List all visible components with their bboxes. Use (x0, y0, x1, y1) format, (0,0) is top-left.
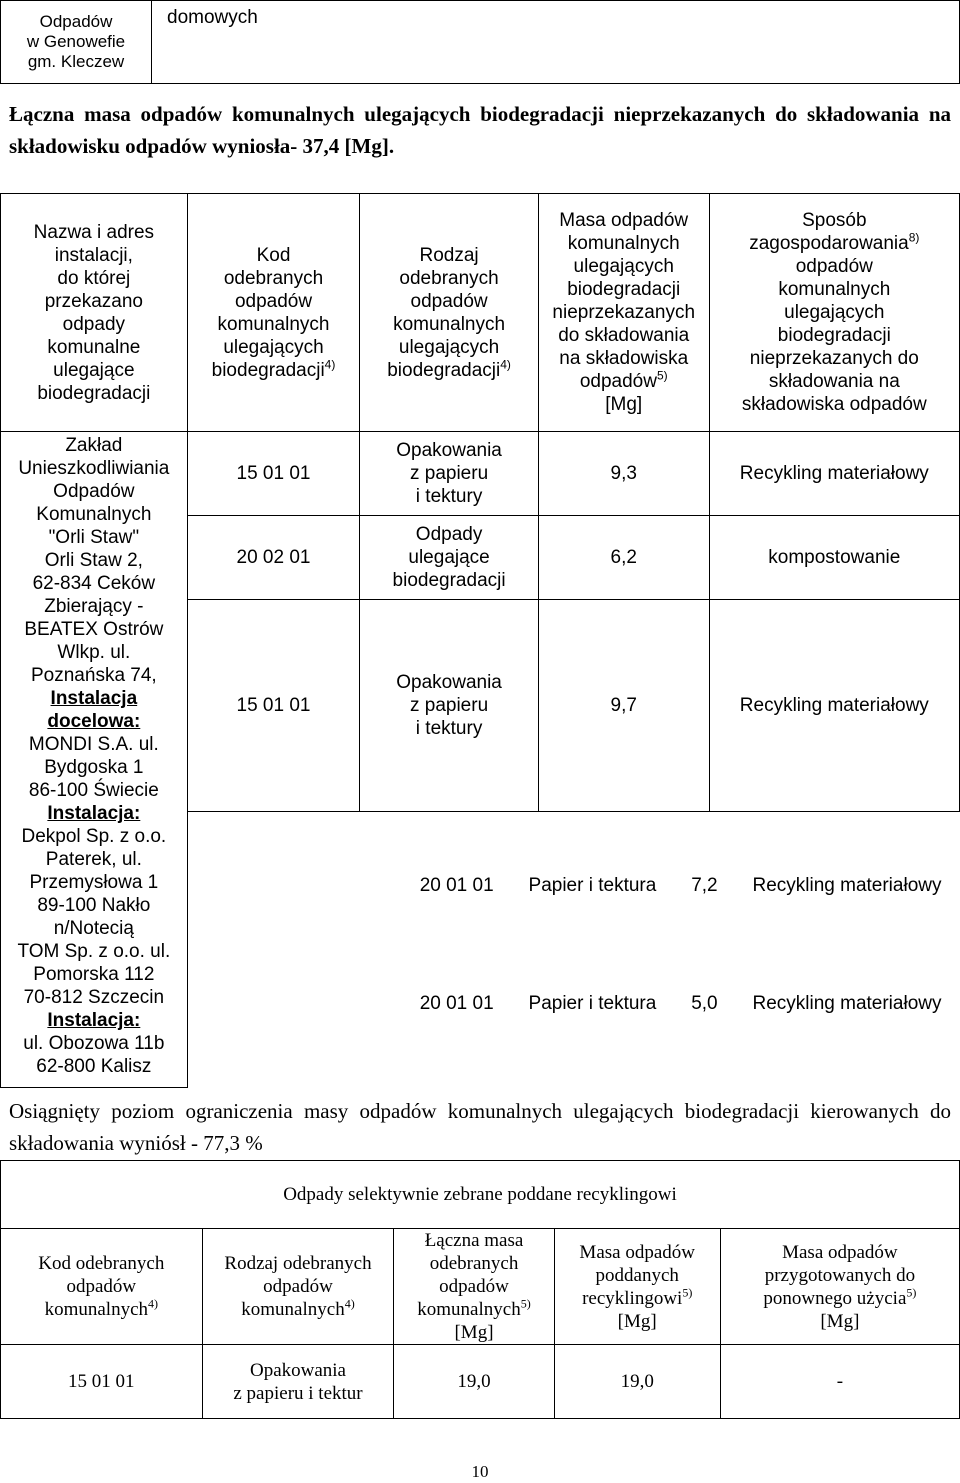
text-line: odebranych (429, 1253, 519, 1274)
footnote-ref: 5) (520, 1296, 531, 1311)
row3-sposob: Recykling materiałowy (709, 600, 959, 812)
text-line: komunalnych$^{4)}$ (44, 1296, 159, 1320)
text-line: biodegradacji (777, 325, 891, 346)
row2-kod: 20 02 01 (187, 516, 360, 600)
row5-kod: 20 01 01 (419, 993, 494, 1014)
text-line: MONDI S.A. ul. (28, 734, 159, 755)
main-table (0, 193, 960, 1088)
text-line: Masa odpadów (559, 210, 689, 231)
text-line: Zakład (65, 435, 123, 456)
text-line: Komunalnych (36, 504, 152, 525)
text-line: Opakowania (396, 440, 502, 461)
page-number: 10 (471, 1462, 489, 1481)
text-line: Rodzaj (419, 244, 479, 266)
row1-rodzaj (360, 432, 539, 516)
text-line: 86-100 Świecie (28, 780, 159, 801)
text-line: biodegradacji (37, 382, 151, 404)
text-line: odpady (62, 313, 126, 335)
text-line: 70-812 Szczecin (23, 987, 165, 1008)
text-line: Poznańska 74, (31, 665, 157, 686)
level-text: Osiągnięty poziom ograniczenia masy odpadów komunalnych ulegających biodegradacji kierowanych do składowania wyniósł - 77,3 % (9, 1099, 951, 1155)
row5-masa: 5,0 (691, 993, 718, 1014)
text-line: biodegradacji$^{4)}$ (387, 357, 511, 381)
text-line: ulegające (53, 359, 135, 381)
footnote-ref: 8) (908, 230, 920, 245)
footnote-ref: 4) (344, 1296, 355, 1311)
top-table-col1: Odpadów w Genowefie gm. Kleczew (1, 1, 152, 84)
text-line: biodegradacji$^{4)}$ (211, 357, 336, 381)
text-line: do składowania (558, 325, 690, 346)
text-line: ulegających (223, 336, 324, 358)
text-line: Unieszkodliwiania (18, 458, 170, 479)
text-line: Sposób (802, 210, 867, 231)
header-kod (187, 194, 360, 432)
row1-sposob: Recykling materiałowy (709, 432, 959, 516)
text-line: Łączna masa (424, 1230, 524, 1251)
text-line: odebranych (399, 267, 499, 289)
installation-name-cell (1, 432, 188, 1088)
text-line: nieprzekazanych do (749, 348, 919, 369)
header-sposob (709, 194, 959, 432)
text-line: Nazwa i adres (33, 221, 155, 243)
row1-kod: 15 01 01 (187, 432, 360, 516)
text-line: komunalnych (217, 313, 330, 335)
rec-row-recykling: 19,0 (554, 1345, 720, 1419)
text-line: komunalnych (567, 233, 680, 254)
rec-header-rodzaj (202, 1229, 394, 1345)
text-line: komunalnych$^{5)}$ (417, 1296, 531, 1320)
installation-label: Instalacja (50, 688, 138, 709)
text-line: ponownego użycia$^{5)}$ (763, 1285, 917, 1309)
text-line: Masa odpadów (579, 1241, 695, 1263)
text-line: komunalne (47, 336, 141, 358)
rec-header-laczna (394, 1229, 554, 1345)
text-line: Dekpol Sp. z o.o. (21, 826, 167, 847)
text-line: komunalnych$^{4)}$ (241, 1296, 355, 1320)
text-line: i tektury (415, 486, 483, 507)
row5-sposob: Recykling materiałowy (752, 993, 942, 1014)
summary-text: Łączna masa odpadów komunalnych ulegających biodegradacji nieprzekazanych do składowania na składowisku odpadów wyniosła- 37,4 [Mg]. (9, 102, 951, 158)
text-line: [Mg] (820, 1310, 860, 1332)
rec-header-recykling (554, 1229, 720, 1345)
row5-merged (187, 960, 959, 1088)
text-line: odpadów (410, 290, 488, 312)
text-line: Orli Staw 2, (44, 550, 143, 571)
text-line: i tektury (415, 718, 483, 739)
text-line: Wlkp. ul. (57, 642, 131, 663)
rec-row-kod: 15 01 01 (1, 1345, 203, 1419)
row3-masa: 9,7 (538, 600, 709, 812)
text-line: odpadów (234, 290, 313, 312)
rec-row-rodzaj (202, 1345, 394, 1419)
text-line: biodegradacji (567, 279, 681, 300)
rec-row-ponowne: - (720, 1345, 959, 1419)
text-line: odebranych (223, 267, 324, 289)
text-line: odpadów$^{5)}$ (579, 368, 668, 392)
text-line: Masa odpadów (782, 1241, 898, 1263)
text-line: ul. Obozowa 11b (23, 1033, 165, 1054)
row2-sposob: kompostowanie (709, 516, 959, 600)
row4-kod: 20 01 01 (419, 875, 494, 897)
footnote-ref: 4) (324, 357, 336, 372)
text-line: przekazano (44, 290, 143, 312)
text-line: Opakowania (396, 672, 502, 693)
row3-kod: 15 01 01 (187, 600, 360, 812)
text-line: odpadów (263, 1276, 333, 1297)
text-line: komunalnych (393, 313, 506, 335)
text-line: zagospodarowania$^{8)}$ (749, 230, 920, 254)
text-line: składowania na (768, 371, 900, 392)
text-line: "Orli Staw" (48, 527, 140, 548)
footnote-ref: 4) (500, 357, 511, 372)
text-line: [Mg] (605, 394, 643, 415)
text-line: do której (57, 267, 131, 289)
recycling-table (0, 1160, 960, 1419)
installation-label: docelowa: (47, 711, 141, 732)
text-line: TOM Sp. z o.o. ul. (17, 941, 171, 962)
text-line: Odpady (415, 524, 483, 545)
text-line: ulegających (784, 302, 885, 323)
row4-merged (187, 812, 959, 960)
text-line: BEATEX Ostrów (24, 619, 164, 640)
text-line: Przemysłowa 1 (29, 872, 159, 893)
text-line: Bydgoska 1 (44, 757, 144, 778)
top-table-col2: domowych (152, 1, 960, 84)
text-line: Pomorska 112 (33, 964, 155, 985)
text-line: recyklingowi$^{5)}$ (582, 1285, 693, 1309)
text-line: Kod (256, 244, 291, 266)
row4-rodzaj: Papier i tektura (528, 875, 657, 897)
row2-rodzaj (360, 516, 539, 600)
text-line: 89-100 Nakło (37, 895, 151, 916)
text-line: 62-834 Ceków (32, 573, 156, 594)
text-line: ulegających (398, 336, 500, 358)
installation-label: Instalacja: (47, 1010, 141, 1031)
footnote-ref: 5) (656, 368, 668, 383)
header-masa (538, 194, 709, 432)
rec-header-ponowne (720, 1229, 959, 1345)
text-line: 62-800 Kalisz (36, 1056, 152, 1077)
text-line: poddanych (595, 1264, 679, 1286)
rec-header-kod (1, 1229, 203, 1345)
footnote-ref: 5) (682, 1285, 693, 1300)
text-line: n/Notecią (53, 918, 134, 939)
text-line: komunalnych (778, 279, 891, 300)
text-line: przygotowanych do (764, 1264, 916, 1286)
text-line: Rodzaj odebranych (224, 1253, 372, 1274)
text-line: ulegających (573, 256, 674, 277)
row4-masa: 7,2 (691, 875, 718, 897)
top-table (0, 0, 960, 84)
text-line: Kod odebranych (38, 1253, 165, 1274)
header-name (1, 194, 188, 432)
text-line: odpadów (439, 1276, 509, 1297)
text-line: instalacji, (54, 244, 133, 266)
text-line: z papieru i tektur (233, 1382, 363, 1404)
text-line: biodegradacji (392, 570, 506, 591)
footnote-ref: 5) (906, 1285, 917, 1300)
installation-label: Instalacja: (47, 803, 141, 824)
row1-masa: 9,3 (538, 432, 709, 516)
text-line: z papieru (409, 463, 489, 484)
text-line: na składowiska (559, 348, 689, 369)
recycling-table-title: Odpady selektywnie zebrane poddane recyklingowi (1, 1161, 960, 1229)
text-line: składowiska odpadów (741, 394, 927, 415)
row5-rodzaj: Papier i tektura (528, 993, 657, 1014)
text-line: [Mg] (454, 1322, 494, 1343)
text-line: Opakowania (249, 1359, 346, 1381)
text-line: Odpadów (53, 481, 135, 502)
row2-masa: 6,2 (538, 516, 709, 600)
text-line: Zbierający - (44, 596, 144, 617)
text-line: odpadów (795, 256, 873, 277)
row3-rodzaj (360, 600, 539, 812)
header-rodzaj (360, 194, 539, 432)
row4-sposob: Recykling materiałowy (752, 875, 942, 897)
footnote-ref: 4) (148, 1296, 159, 1311)
rec-row-laczna: 19,0 (394, 1345, 554, 1419)
text-line: Paterek, ul. (45, 849, 142, 870)
text-line: odpadów (66, 1276, 137, 1297)
text-line: [Mg] (617, 1310, 657, 1332)
text-line: nieprzekazanych (552, 302, 696, 323)
text-line: z papieru (409, 695, 489, 716)
text-line: ulegające (408, 547, 490, 568)
